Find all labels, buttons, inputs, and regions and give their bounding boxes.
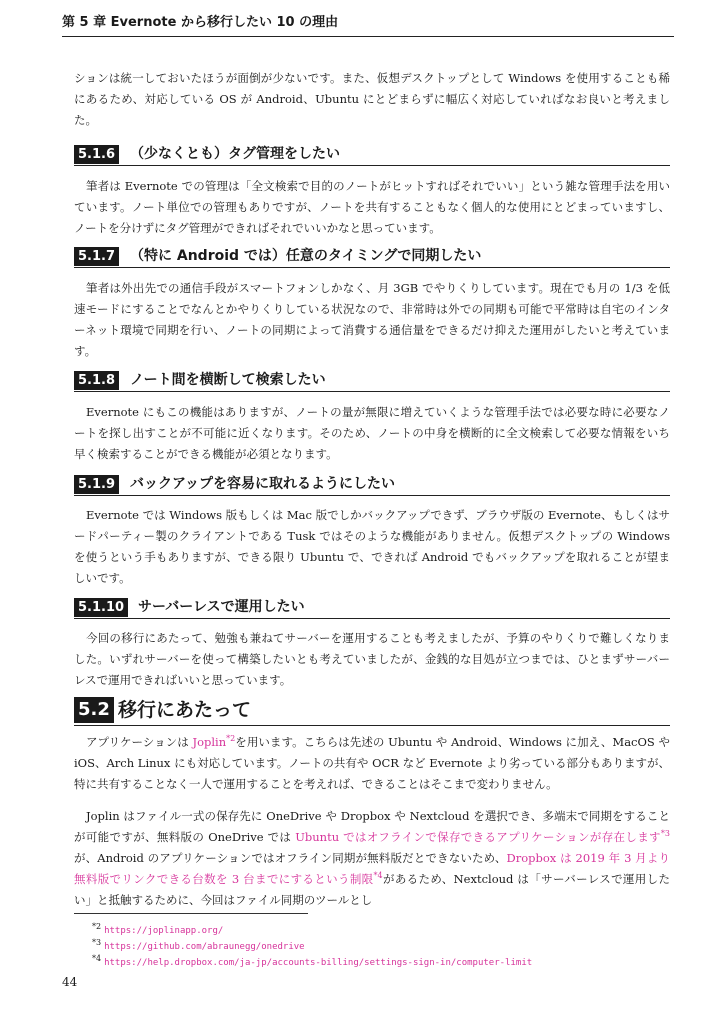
subsection-body: 今回の移行にあたって、勉強も兼ねてサーバーを運用することも考えましたが、予算のやりくりで難しくなりました。いずれサーバーを使って構築したいとも考えていましたが、金銭的な目処が立つまでは、ひとまずサーバーレスで運用できればいいと思っています。: [74, 631, 671, 687]
subsection-title: サーバーレスで運用したい: [138, 599, 305, 615]
para-text: Joplin はファイル一式の保存先に OneDrive や Dropbox や Nextcloud を選択でき、多端末で同期をすることが可能ですが、無料版の OneDrive では: [74, 809, 670, 844]
section-paragraph-2: [74, 806, 670, 911]
footnote-mark: *4: [92, 954, 102, 963]
section-number: 5.2: [74, 697, 114, 723]
subsection-title: バックアップを容易に取れるようにしたい: [130, 476, 396, 492]
footnote-ref[interactable]: *4: [373, 871, 383, 881]
subsection-body: Evernote にもこの機能はありますが、ノートの量が無限に増えていくような管理手法では必要な時に必要なノートを探し出すことが不可能に近くなります。そのため、ノートの中身を横断的に全文検索して必要な情報をいち早く検索することができる機能が必須となります。: [74, 405, 670, 461]
subsection-number: 5.1.7: [74, 247, 119, 266]
footnote-url[interactable]: https://help.dropbox.com/ja-jp/accounts-billing/settings-sign-in/computer-limit: [104, 958, 533, 968]
subsection-title: （少なくとも）タグ管理をしたい: [130, 146, 340, 162]
running-header: 第 5 章 Evernote から移行したい 10 の理由: [62, 15, 339, 30]
section-title: 移行にあたって: [118, 699, 252, 721]
page-number: 44: [62, 975, 78, 989]
subsection-number: 5.1.6: [74, 145, 119, 164]
joplin-link[interactable]: Joplin: [192, 735, 227, 749]
section-paragraph-1: [74, 732, 670, 795]
subsection-heading-5-1-10: [74, 598, 670, 619]
section-heading-5-2: [74, 697, 670, 726]
subsection-body: 筆者は Evernote での管理は「全文検索で目的のノートがヒットすればそれでいい」という雑な管理手法を用いています。ノート単位での管理もありですが、ノートを共有することもなく個人的な使用にとどまっていますし、ノートを分けずにタグ管理ができればそれでいいかなと思っています。: [74, 179, 670, 235]
subsection-title: ノート間を横断して検索したい: [130, 372, 326, 388]
footnote-mark: *3: [92, 938, 102, 947]
footnote-ref[interactable]: *3: [660, 829, 670, 839]
subsection-number: 5.1.10: [74, 598, 128, 617]
footnote-mark: *2: [92, 922, 102, 931]
para-text: があるため、Nextcloud は「サーバーレスで運用したい」と抵触するために、今回はファイル同期のツールとし: [74, 872, 670, 907]
para-text: アプリケーションは: [86, 735, 193, 749]
subsection-number: 5.1.9: [74, 475, 119, 494]
footnote-4: [92, 952, 532, 970]
onedrive-offline-link[interactable]: Ubuntu ではオフラインで保存できるアプリケーションが存在します: [295, 830, 661, 844]
header-rule: [62, 36, 674, 37]
footnote-rule: [74, 913, 308, 914]
para-text: を用います。こちらは先述の Ubuntu や Android、Windows に加え、MacOS や iOS、Arch Linux にも対応しています。ノートの共有や OCR など Evernote より劣っている部分もありますが、特に共有することなく一人で運用することを考えれば、できることはそこまで変わりません。: [74, 735, 670, 791]
subsection-heading-5-1-7: [74, 247, 670, 268]
footnote-url[interactable]: https://github.com/abraunegg/onedrive: [104, 942, 305, 952]
subsection-body: 筆者は外出先での通信手段がスマートフォンしかなく、月 3GB でやりくりしています。現在でも月の 1/3 を低速モードにすることでなんとかやりくりしている状況なので、非常時は外での同期も可能で平常時は自宅のインターネット環境で同期を行い、ノートの同期によって消費する通信量をできるだけ抑えた運用がしたいと考えています。: [74, 281, 671, 358]
subsection-heading-5-1-8: [74, 371, 670, 392]
intro-paragraph: ションは統一しておいたほうが面倒が少ないです。また、仮想デスクトップとして Windows を使用することも稀にあるため、対応している OS が Android、Ubuntu にとどまらずに幅広く対応していればなお良いと考えました。: [74, 71, 670, 127]
dropbox-limit-link[interactable]: Dropbox は 2019 年 3 月より無料版でリンクできる台数を 3 台までにするという制限: [74, 851, 670, 886]
footnote-url[interactable]: https://joplinapp.org/: [104, 926, 224, 936]
subsection-title: （特に Android では）任意のタイミングで同期したい: [130, 248, 482, 264]
subsection-heading-5-1-6: [74, 145, 670, 166]
subsection-body: Evernote では Windows 版もしくは Mac 版でしかバックアップできず、ブラウザ版の Evernote、もしくはサードパーティー製のクライアントである Tusk ではそのような機能がありません。仮想デスクトップの Windows を使うという手もありますが、できる限り Ubuntu で、できれば Android でもバックアップを取れることが望ましいです。: [74, 508, 670, 585]
subsection-number: 5.1.8: [74, 371, 119, 390]
footnote-ref[interactable]: *2: [226, 734, 236, 744]
para-text: が、Android のアプリケーションではオフライン同期が無料版だとできないため、: [74, 851, 507, 865]
subsection-heading-5-1-9: [74, 475, 670, 496]
